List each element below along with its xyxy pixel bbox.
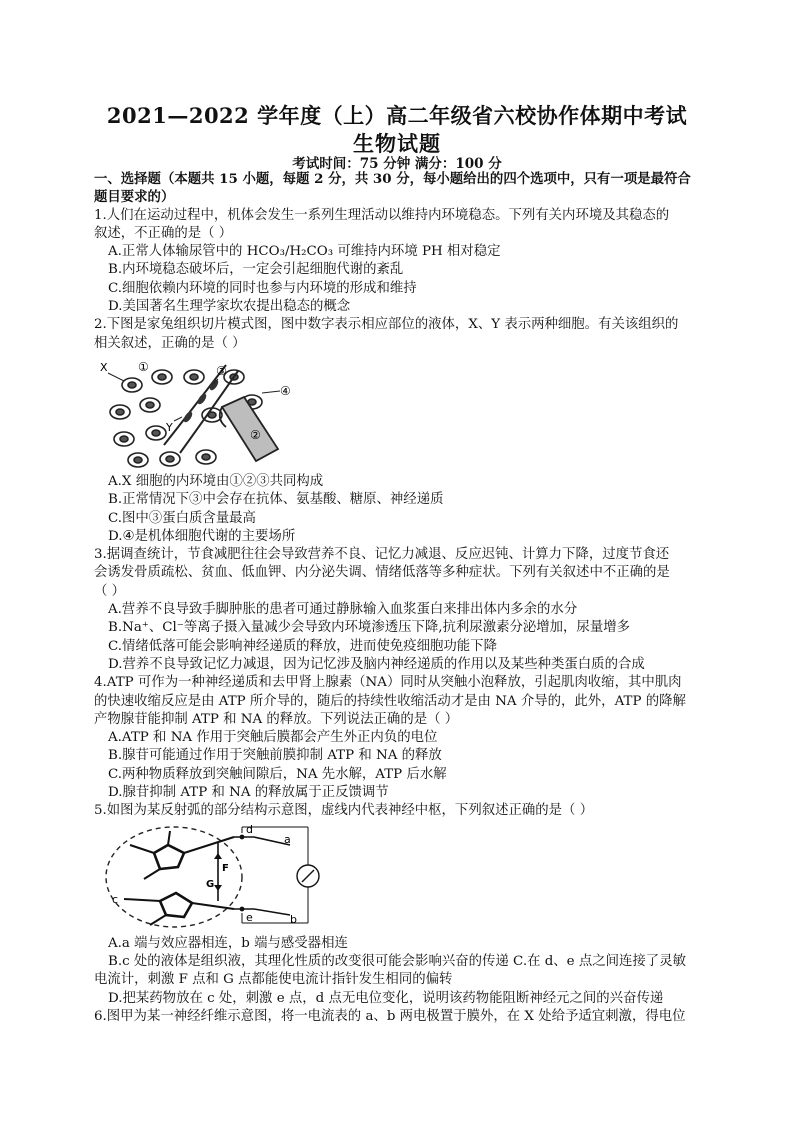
option-b: B.正常情况下③中会存在抗体、氨基酸、糖原、神经递质: [108, 492, 444, 508]
option-b-c: B.c 处的液体是组织液，其理化性质的改变很可能会影响兴奋的传递 C.在 d、e 点之间连接了灵敏: [108, 953, 686, 969]
label-3: ③: [216, 363, 227, 378]
option-d: D.营养不良导致记忆力减退，因为记忆涉及脑内神经递质的作用以及某些种类蛋白质的合成: [108, 656, 645, 672]
question-stem: 产物腺苷能抑制 ATP 和 NA 的释放。下列说法正确的是（ ）: [94, 711, 459, 727]
label-b: b: [290, 912, 297, 926]
option-d: D.腺苷抑制 ATP 和 NA 的释放属于正反馈调节: [108, 785, 389, 801]
question-stem: 1.人们在运动过程中，机体会发生一系列生理活动以维持内环境稳态。下列有关内环境及其稳态的: [94, 207, 670, 223]
label-d: d: [246, 822, 253, 836]
option-a: A.ATP 和 NA 作用于突触后膜都会产生外正内负的电位: [108, 730, 438, 746]
option-b: B.腺苷可能通过作用于突触前膜抑制 ATP 和 NA 的释放: [108, 748, 442, 764]
option-c: C.情绪低落可能会影响神经递质的释放，进而使免疫细胞功能下降: [108, 638, 497, 654]
exam-title: 2021—2022 学年度（上）高二年级省六校协作体期中考试: [106, 103, 688, 128]
question-stem: 相关叙述，正确的是（ ）: [94, 335, 246, 351]
option-c-cont: 电流计，刺激 F 点和 G 点都能使电流计指针发生相同的偏转: [94, 972, 453, 988]
question-stem: （ ）: [94, 583, 126, 599]
question-3: [94, 546, 702, 674]
question-stem: 6.图甲为某一神经纤维示意图，将一电流表的 a、b 两电极置于膜外，在 X 处给予适宜刺激，得电位: [94, 1008, 686, 1024]
question-stem: 会诱发骨质疏松、贫血、低血钾、内分泌失调、情绪低落等多种症状。下列有关叙述中不正确的是: [94, 565, 670, 581]
tissue-diagram-svg: [94, 357, 294, 471]
option-a: A.a 端与效应器相连，b 端与感受器相连: [108, 935, 348, 951]
label-x: X: [100, 360, 108, 374]
exam-content: [94, 170, 702, 1026]
question-stem: 3.据调查统计，节食减肥往往会导致营养不良、记忆力减退、反应迟钝、计算力下降，过度节食还: [94, 547, 670, 563]
option-c: C.图中③蛋白质含量最高: [108, 510, 256, 526]
question-stem: 的快速收缩反应是由 ATP 所介导的，随后的持续性收缩活动才是由 NA 介导的，此外，ATP 的降解: [94, 693, 686, 709]
exam-subject: 生物试题: [353, 131, 441, 156]
label-2: ②: [250, 427, 261, 442]
question-2: [94, 316, 702, 546]
option-b: B.Na⁺、Cl⁻等离子摄入量减少会导致内环境渗透压下降,抗利尿激素分泌增加，尿量增多: [108, 620, 630, 636]
label-1: ①: [138, 359, 149, 374]
question-stem: 叙述，不正确的是（ ）: [94, 225, 233, 241]
section-heading-cont: 题目要求的）: [94, 189, 175, 206]
label-g: G: [206, 878, 215, 890]
option-a: A.正常人体输尿管中的 HCO₃/H₂CO₃ 可维持内环境 PH 相对稳定: [108, 244, 501, 260]
option-a: A.X 细胞的内环境由①②③共同构成: [108, 473, 324, 489]
label-c: c: [112, 892, 119, 906]
question-4: [94, 674, 702, 802]
label-4: ④: [280, 383, 291, 398]
option-b: B.内环境稳态破坏后，一定会引起细胞代谢的紊乱: [108, 262, 404, 278]
label-y: Y: [166, 420, 173, 434]
question-6: [94, 1008, 702, 1026]
question-stem: 5.如图为某反射弧的部分结构示意图，虚线内代表神经中枢，下列叙述正确的是（ ）: [94, 803, 594, 819]
option-d: D.美国著名生理学家坎农提出稳态的概念: [108, 299, 351, 315]
question-5: [94, 802, 702, 1007]
reflex-arc-diagram: [94, 823, 702, 931]
option-c: C.细胞依赖内环境的同时也参与内环境的形成和维持: [108, 280, 417, 296]
exam-info: 考试时间：75 分钟 满分：100 分: [292, 156, 502, 172]
tissue-diagram: [94, 357, 702, 471]
question-stem: 4.ATP 可作为一种神经递质和去甲肾上腺素（NA）同时从突触小泡释放，引起肌肉收缩，其中肌肉: [94, 675, 682, 691]
label-f: F: [222, 862, 229, 874]
label-a: a: [284, 832, 291, 846]
section-heading: 一、选择题（本题共 15 小题，每题 2 分，共 30 分，每小题给出的四个选项中，只有一项是最符合: [94, 171, 691, 187]
question-1: [94, 207, 702, 317]
option-d: D.④是机体细胞代谢的主要场所: [108, 528, 296, 544]
option-d: D.把某药物放在 c 处，刺激 e 点，d 点无电位变化，说明该药物能阻断神经元之间的兴奋传递: [108, 990, 664, 1006]
option-a: A.营养不良导致手脚肿胀的患者可通过静脉输入血浆蛋白来排出体内多余的水分: [108, 602, 578, 618]
label-e: e: [246, 910, 253, 924]
question-stem: 2.下图是家兔组织切片模式图，图中数字表示相应部位的液体，X、Y 表示两种细胞。有关该组织的: [94, 317, 679, 333]
option-c: C.两种物质释放到突触间隙后，NA 先水解，ATP 后水解: [108, 766, 447, 782]
reflex-arc-svg: [94, 823, 364, 931]
